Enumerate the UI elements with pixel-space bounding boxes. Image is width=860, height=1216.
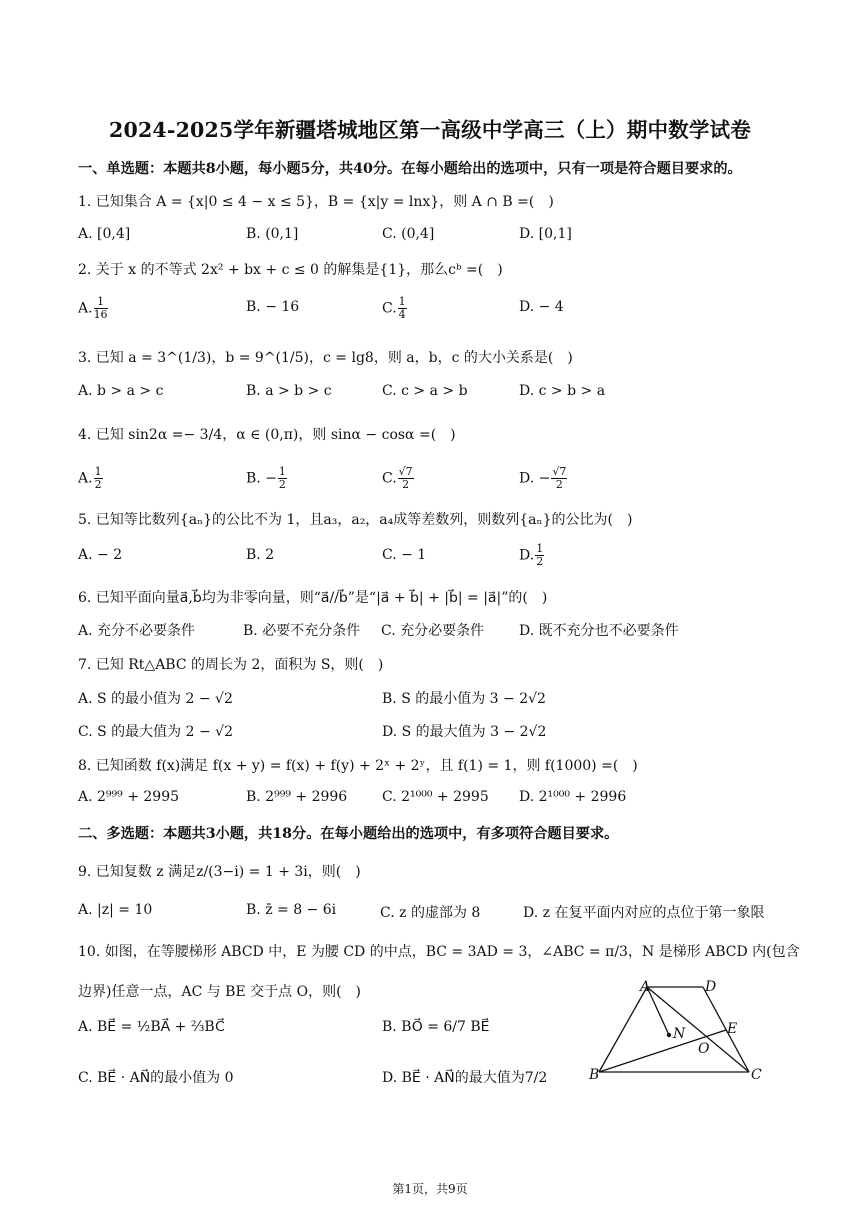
q6-option-a: A. 充分不必要条件 xyxy=(78,623,196,639)
q6-option-c: C. 充分必要条件 xyxy=(381,623,485,639)
label-o: O xyxy=(698,1041,710,1057)
q7-option-d: D. S 的最大值为 3 − 2√2 xyxy=(382,724,547,740)
q2-option-b: B. − 16 xyxy=(246,299,300,315)
q3-option-b: B. a > b > c xyxy=(246,383,332,399)
q2-option-d: D. − 4 xyxy=(519,299,564,315)
q8-option-c: C. 2¹⁰⁰⁰ + 2995 xyxy=(382,789,489,805)
q7-option-a: A. S 的最小值为 2 − √2 xyxy=(78,691,233,707)
question-2-stem: 2. 关于 x 的不等式 2x² + bx + c ≤ 0 的解集是{1}，那么cᵇ =( ) xyxy=(78,262,503,278)
label-e: E xyxy=(727,1021,738,1037)
q5-option-c: C. − 1 xyxy=(382,547,427,563)
page-title: 2024-2025学年新疆塔城地区第一高级中学高三（上）期中数学试卷 xyxy=(109,118,751,142)
q5-option-a: A. − 2 xyxy=(78,547,123,563)
q9-option-a: A. |z| = 10 xyxy=(78,902,153,918)
q4-option-c: C. $\frac{√7}{2}$ xyxy=(382,465,413,491)
q9-option-c: C. z 的虚部为 8 xyxy=(380,905,481,921)
label-b: B xyxy=(589,1067,600,1083)
question-5-stem: 5. 已知等比数列{aₙ}的公比不为 1，且a₃，a₂，a₄成等差数列，则数列{aₙ}的公比为( ) xyxy=(78,512,633,528)
point-n xyxy=(667,1033,671,1037)
question-4-stem: 4. 已知 sin2α =− 3/4，α ∈ (0,π)，则 sinα − cosα =( ) xyxy=(78,427,456,443)
label-n: N xyxy=(673,1026,686,1042)
question-1-stem: 1. 已知集合 A = {x|0 ≤ 4 − x ≤ 5}，B = {x|y = lnx}，则 A ∩ B =( ) xyxy=(78,194,554,210)
page-footer: 第1页，共9页 xyxy=(392,1182,468,1196)
q1-option-b: B. (0,1] xyxy=(246,226,299,242)
q2-option-c: C. $\frac{1}{4}$ xyxy=(382,295,406,321)
q4-option-a: A. $\frac{1}{2}$ xyxy=(78,465,102,491)
label-d: D xyxy=(705,979,717,995)
q6-option-b: B. 必要不充分条件 xyxy=(243,623,361,639)
q6-option-d: D. 既不充分也不必要条件 xyxy=(519,623,679,639)
question-6-stem: 6. 已知平面向量a⃗,b⃗均为非零向量，则“a⃗//b⃗”是“|a⃗ + b⃗| + |b⃗| = |a⃗|”的( ) xyxy=(78,590,548,606)
question-8-stem: 8. 已知函数 f(x)满足 f(x + y) = f(x) + f(y) + 2ˣ + 2ʸ，且 f(1) = 1，则 f(1000) =( ) xyxy=(78,758,638,774)
q1-option-c: C. (0,4] xyxy=(382,226,435,242)
trapezoid-figure xyxy=(585,975,775,1090)
label-a: A xyxy=(640,979,651,995)
q10-option-a: A. BE⃗ = ½BA⃗ + ⅔BC⃗ xyxy=(78,1019,225,1035)
q3-option-d: D. c > b > a xyxy=(519,383,606,399)
q1-option-a: A. [0,4] xyxy=(78,226,131,242)
question-10-stem-line1: 10. 如图，在等腰梯形 ABCD 中，E 为腰 CD 的中点，BC = 3AD = 3，∠ABC = π/3，N 是梯形 ABCD 内(包含 xyxy=(78,944,800,960)
q5-option-b: B. 2 xyxy=(246,547,275,563)
question-10-stem-line2: 边界)任意一点，AC 与 BE 交于点 O，则( ) xyxy=(78,984,361,1000)
q8-option-a: A. 2⁹⁹⁹ + 2995 xyxy=(78,789,180,805)
question-7-stem: 7. 已知 Rt△ABC 的周长为 2，面积为 S，则( ) xyxy=(78,657,384,673)
question-9-stem: 9. 已知复数 z 满足z/(3−i) = 1 + 3i，则( ) xyxy=(78,864,361,880)
q8-option-d: D. 2¹⁰⁰⁰ + 2996 xyxy=(519,789,627,805)
segment-dc xyxy=(703,987,749,1072)
q9-option-b: B. z̄ = 8 − 6i xyxy=(246,902,337,918)
question-3-stem: 3. 已知 a = 3^(1/3)，b = 9^(1/5)，c = lg8，则 a，b，c 的大小关系是( ) xyxy=(78,350,573,366)
q9-option-d: D. z 在复平面内对应的点位于第一象限 xyxy=(523,905,765,921)
q7-option-b: B. S 的最小值为 3 − 2√2 xyxy=(382,691,546,707)
q8-option-b: B. 2⁹⁹⁹ + 2996 xyxy=(246,789,348,805)
q10-option-b: B. BO⃗ = 6/7 BE⃗ xyxy=(382,1019,490,1035)
q5-option-d: D. $\frac{1}{2}$ xyxy=(519,542,544,568)
section-single-choice: 一、单选题：本题共8小题，每小题5分，共40分。在每小题给出的选项中，只有一项是符合题目要求的。 xyxy=(78,161,742,177)
q10-option-c: C. BE⃗ · AN⃗的最小值为 0 xyxy=(78,1070,234,1086)
q10-option-d: D. BE⃗ · AN⃗的最大值为7/2 xyxy=(382,1070,548,1086)
section-multiple-choice: 二、多选题：本题共3小题，共18分。在每小题给出的选项中，有多项符合题目要求。 xyxy=(78,826,619,842)
q4-option-b: B. − $\frac{1}{2}$ xyxy=(246,465,286,491)
q7-option-c: C. S 的最大值为 2 − √2 xyxy=(78,724,233,740)
segment-ab xyxy=(599,987,647,1072)
label-c: C xyxy=(751,1067,762,1083)
segment-an xyxy=(647,987,669,1035)
q2-option-a: A. $\frac{1}{16}$ xyxy=(78,295,108,321)
q1-option-d: D. [0,1] xyxy=(519,226,572,242)
q3-option-c: C. c > a > b xyxy=(382,383,468,399)
q4-option-d: D. − $\frac{√7}{2}$ xyxy=(519,465,567,491)
q3-option-a: A. b > a > c xyxy=(78,383,164,399)
